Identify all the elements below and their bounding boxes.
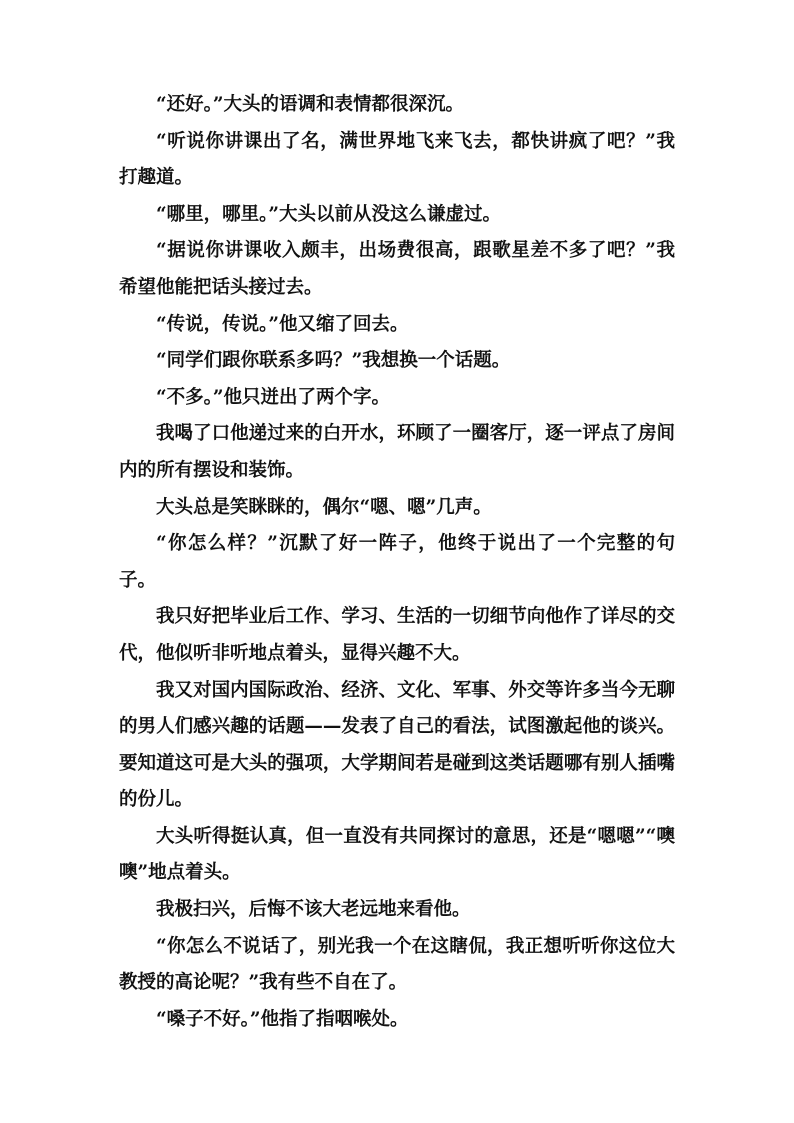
paragraph: “你怎么样？”沉默了好一阵子，他终于说出了一个完整的句子。 <box>119 533 675 591</box>
document-page <box>119 87 675 1038</box>
paragraph: 我极扫兴，后悔不该大老远地来看他。 <box>156 899 471 921</box>
paragraph: “还好。”大头的语调和表情都很深沉。 <box>156 94 465 115</box>
paragraph: “嗓子不好。”他指了指咽喉处。 <box>156 1008 409 1030</box>
paragraph: “不多。”他只迸出了两个字。 <box>156 386 391 408</box>
paragraph: “哪里，哪里。”大头以前从没这么谦虚过。 <box>156 203 502 225</box>
paragraph: 我又对国内国际政治、经济、文化、军事、外交等许多当今无聊的男人们感兴趣的话题——发表了自己的看法，试图激起他的谈兴。要知道这可是大头的强项，大学期间若是碰到这类话题哪有别人插嘴的份儿。 <box>119 679 675 811</box>
paragraph: “据说你讲课收入颇丰，出场费很高，跟歌星差不多了吧？”我希望他能把话头接过去。 <box>119 240 675 298</box>
paragraph: “传说，传说。”他又缩了回去。 <box>156 313 409 335</box>
paragraph: 我只好把毕业后工作、学习、生活的一切细节向他作了详尽的交代，他似听非听地点着头，显得兴趣不大。 <box>119 606 675 664</box>
paragraph: “你怎么不说话了，别光我一个在这瞎侃，我正想听听你这位大教授的高论呢？”我有些不自在了。 <box>119 935 675 994</box>
paragraph: “听说你讲课出了名，满世界地飞来飞去，都快讲疯了吧？”我打趣道。 <box>119 130 675 189</box>
paragraph: 大头总是笑眯眯的，偶尔“嗯、嗯”几声。 <box>156 496 492 518</box>
paragraph: “同学们跟你联系多吗？”我想换一个话题。 <box>156 350 511 372</box>
paragraph: 大头听得挺认真，但一直没有共同探讨的意思，还是“嗯嗯”“噢噢”地点着头。 <box>119 825 675 884</box>
paragraph: 我喝了口他递过来的白开水，环顾了一圈客厅，逐一评点了房间内的所有摆设和装饰。 <box>119 423 675 481</box>
